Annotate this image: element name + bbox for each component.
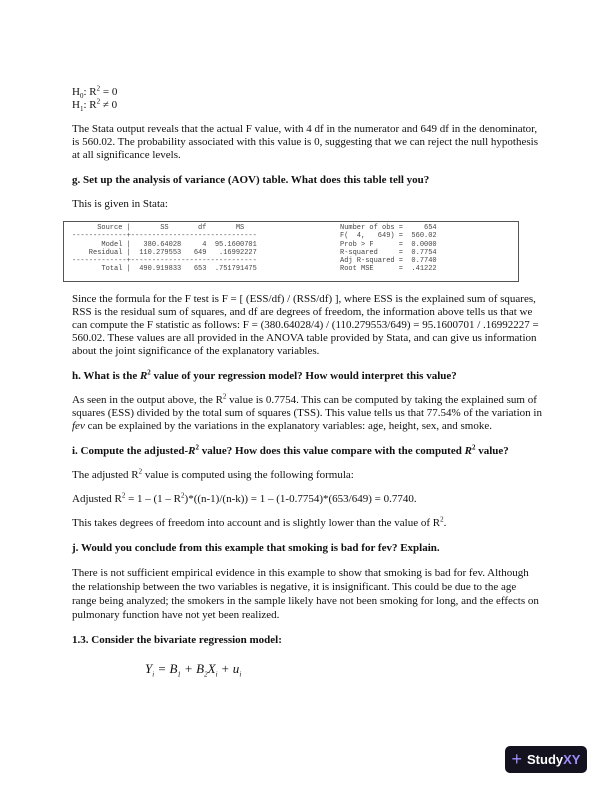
null-hypothesis: $H_0$: $R^2 = 0$ [72, 84, 118, 101]
f-test-paragraph: The Stata output reveals that the actual F value, with 4 df in the numerator and 649 df in the denominator, is 560.02. The probability associated with this value is 0, suggesting that we can reject the null hypothesis at all significance levels. [72, 123, 538, 161]
question-j-heading: j. Would you conclude from this example that smoking is bad for fev? Explain. [72, 542, 440, 554]
model-stats: Number of obs = 654 F( 4, 649) = 560.02 Prob > F = 0.0000 R-squared = 0.7754 Adj R-squared = 0.7740 Root MSE = .41222 [340, 224, 437, 274]
plus-icon: + [511, 749, 523, 769]
logo-text: Study [527, 752, 564, 767]
regression-equation: $Y_i = B_1 + B_2X_i + u_i$ [145, 661, 242, 679]
r-squared-paragraph: As seen in the output above, the $R^2$ value is 0.7754. This can be computed by taking the explained sum of squares (ESS) divided by the total sum of squares (TSS). This value tells us that 77.54% of the variation in fev can be explained by the variations in the explanatory variables: age, height, sex, and smoke. [72, 392, 542, 432]
anova-table: Source | SS df MS -------------+------------------------------ Model | 380.64028 4 95.1600701 Residual | 110.279553 649 .16992227 -------------+------------------------------ Total | 490.919833 653 .751791475 [72, 224, 257, 274]
question-g-heading: g. Set up the analysis of variance (AOV) table. What does this table tell you? [72, 174, 430, 186]
adjusted-r2-comparison: This takes degrees of freedom into account and is slightly lower than the value of $R^2$. [72, 515, 447, 529]
section-1-3-heading: 1.3. Consider the bivariate regression model: [72, 634, 282, 646]
anova-explanation: Since the formula for the F test is F = [ (ESS/df) / (RSS/df) ], where ESS is the explained sum of squares, RSS is the residual sum of squares, and df are degrees of freedom, the information above tells us that we can compute the F statistic as follows: F = (380.64028/4) / (110.279553/649) = 95.1600701 / .16992227 = 560.02. These values are all provided in the ANOVA table provided by Stata, and can give us information about the joint significance of the explanatory variables. [72, 293, 539, 357]
question-i-heading: i. Compute the adjusted-$R^2$ value? How does this value compare with the computed $R^2$ value? [72, 443, 509, 457]
stata-anova-output [63, 221, 519, 282]
question-h-heading: h. What is the $R^2$ value of your regression model? How would interpret this value? [72, 368, 457, 382]
adjusted-r2-formula: Adjusted $R^2 = 1 - (1 - R^2)*((n-1)/(n-k)) = 1 - (1-0.7754)*(653/649) = 0.7740$. [72, 491, 417, 505]
studyxy-logo[interactable] [505, 746, 587, 773]
smoking-paragraph: There is not sufficient empirical evidence in this example to show that smoking is bad for fev. Although the relationship between the two variables is negative, it is insignificant. This could be due to the age range being analyzed; the smokers in the sample likely have not been smoking for long, and the effects on pulmonary function have not yet been realized. [72, 567, 539, 621]
logo-text-accent: XY [563, 752, 581, 767]
alt-hypothesis: $H_1$: $R^2 \ne 0$ [72, 97, 118, 114]
stata-intro: This is given in Stata: [72, 198, 168, 210]
adjusted-r2-intro: The adjusted $R^2$ value is computed using the following formula: [72, 467, 354, 481]
